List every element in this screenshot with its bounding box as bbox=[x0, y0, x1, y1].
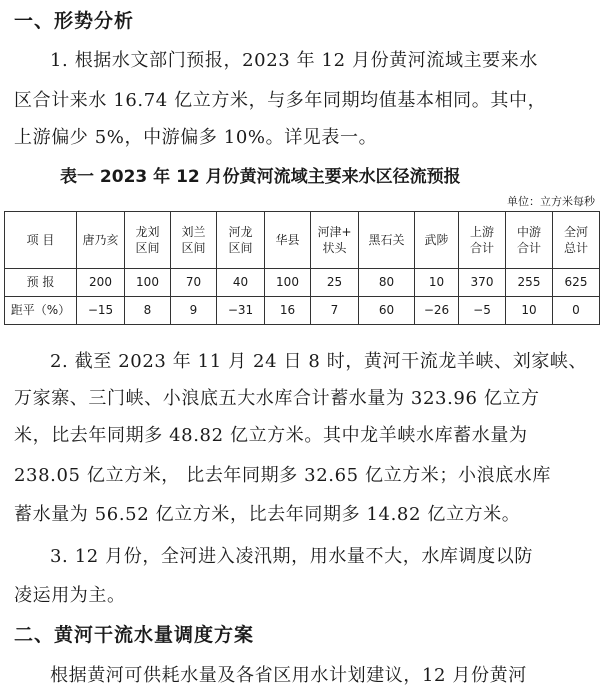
table-cell: 100 bbox=[125, 269, 171, 297]
header-cell: 黑石关 bbox=[359, 212, 415, 269]
header-cell: 唐乃亥 bbox=[77, 212, 125, 269]
table-cell: 10 bbox=[506, 297, 553, 325]
table-cell: 25 bbox=[311, 269, 359, 297]
table-cell: 8 bbox=[125, 297, 171, 325]
runoff-forecast-table bbox=[4, 211, 600, 325]
table-cell: −15 bbox=[77, 297, 125, 325]
header-cell: 华县 bbox=[265, 212, 311, 269]
table-caption: 表一 2023 年 12 月份黄河流域主要来水区径流预报 bbox=[60, 167, 461, 187]
table-cell: 370 bbox=[459, 269, 506, 297]
table-cell: 200 bbox=[77, 269, 125, 297]
table-header-row bbox=[5, 212, 600, 269]
table-cell: 255 bbox=[506, 269, 553, 297]
table-cell: −31 bbox=[217, 297, 265, 325]
table-cell: 40 bbox=[217, 269, 265, 297]
para3-line-2: 凌运用为主。 bbox=[14, 585, 126, 606]
para3-line-1: 3. 12 月份，全河进入凌汛期，用水量不大，水库调度以防 bbox=[50, 546, 533, 567]
para2-line-1: 2. 截至 2023 年 11 月 24 日 8 时，黄河干流龙羊峡、刘家峡、 bbox=[50, 351, 588, 372]
header-cell: 河津+ 状头 bbox=[311, 212, 359, 269]
table-cell: 9 bbox=[171, 297, 217, 325]
table-cell: 10 bbox=[415, 269, 459, 297]
table-row-anomaly bbox=[5, 297, 600, 325]
table-cell: 80 bbox=[359, 269, 415, 297]
table-unit: 单位：立方米每秒 bbox=[507, 195, 595, 208]
header-cell: 河龙 区间 bbox=[217, 212, 265, 269]
table-cell: 7 bbox=[311, 297, 359, 325]
para2-line-5: 蓄水量为 56.52 亿立方米，比去年同期多 14.82 亿立方米。 bbox=[14, 504, 521, 525]
table-cell: 60 bbox=[359, 297, 415, 325]
header-cell: 全河 总计 bbox=[553, 212, 600, 269]
table-cell: −5 bbox=[459, 297, 506, 325]
header-cell: 项 目 bbox=[5, 212, 77, 269]
section-1-title: 一、形势分析 bbox=[14, 10, 135, 32]
header-cell: 中游 合计 bbox=[506, 212, 553, 269]
header-cell: 刘兰 区间 bbox=[171, 212, 217, 269]
row-label: 距平（%） bbox=[5, 297, 77, 325]
header-cell: 龙刘 区间 bbox=[125, 212, 171, 269]
para2-line-4: 238.05 亿立方米， 比去年同期多 32.65 亿立方米；小浪底水库 bbox=[14, 465, 551, 486]
header-cell: 上游 合计 bbox=[459, 212, 506, 269]
para2-line-2: 万家寨、三门峡、小浪底五大水库合计蓄水量为 323.96 亿立方 bbox=[14, 388, 540, 409]
table-cell: 70 bbox=[171, 269, 217, 297]
table-cell: 100 bbox=[265, 269, 311, 297]
table-cell: 16 bbox=[265, 297, 311, 325]
table-cell: 0 bbox=[553, 297, 600, 325]
section-2-title: 二、黄河干流水量调度方案 bbox=[14, 624, 255, 646]
para1-line-1: 1. 根据水文部门预报，2023 年 12 月份黄河流域主要来水 bbox=[50, 50, 538, 71]
para1-line-3: 上游偏少 5%，中游偏多 10%。详见表一。 bbox=[14, 127, 378, 148]
para1-line-2: 区合计来水 16.74 亿立方米，与多年同期均值基本相同。其中， bbox=[14, 90, 547, 111]
table-row-forecast bbox=[5, 269, 600, 297]
para2-line-3: 米，比去年同期多 48.82 亿立方米。其中龙羊峡水库蓄水量为 bbox=[14, 425, 528, 446]
para4-line-1: 根据黄河可供耗水量及各省区用水计划建议，12 月份黄河 bbox=[50, 665, 527, 686]
table-cell: −26 bbox=[415, 297, 459, 325]
table-cell: 625 bbox=[553, 269, 600, 297]
row-label: 预 报 bbox=[5, 269, 77, 297]
header-cell: 武陟 bbox=[415, 212, 459, 269]
